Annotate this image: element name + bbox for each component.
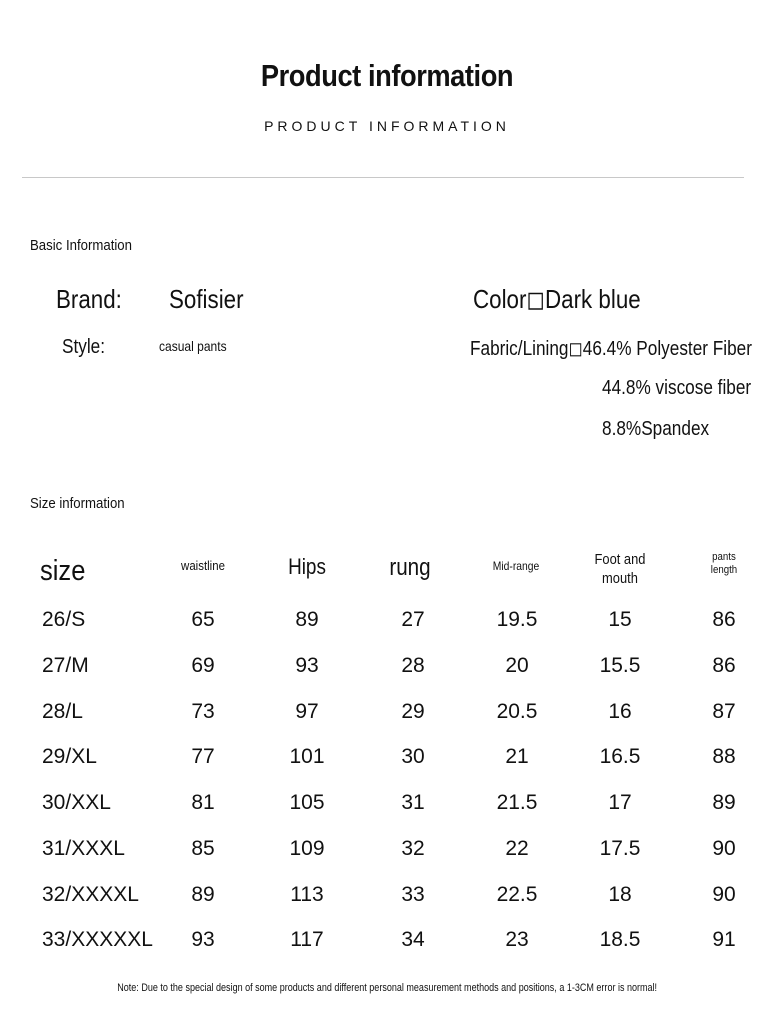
mid-range-cell: 20.5 [496,700,538,723]
hips-cell: 101 [289,745,325,768]
waistline-cell: 77 [191,745,215,768]
size-information-label: Size information [30,495,125,512]
mid-range-cell: 22 [505,837,529,860]
fabric-line-1: Fabric/Lining◻46.4% Polyester Fiber [470,338,752,360]
color-text: Color◻Dark blue [473,284,641,314]
mid-range-cell: 20 [505,654,529,677]
measurement-note-text: Note: Due to the special design of some products and different personal measurement methods and positions, a 1-3CM error is normal! [117,982,657,994]
rung-cell: 32 [401,837,425,860]
table-row [0,654,774,694]
waistline-cell: 81 [191,791,215,814]
style-label: Style: [62,336,106,358]
page-title: Product information [260,58,514,93]
waistline-cell: 89 [191,883,215,906]
size-cell: 33/XXXXXL [42,928,153,951]
pants-length-cell: 90 [712,837,736,860]
foot-mouth-cell: 18.5 [599,928,641,951]
header-mid-range: Mid-range [492,559,540,573]
fabric-line-3: 8.8%Spandex [602,418,710,440]
size-cell: 28/L [42,700,83,723]
foot-mouth-cell: 17.5 [599,837,641,860]
rung-cell: 29 [401,700,425,723]
pants-length-cell: 86 [712,654,736,677]
waistline-cell: 85 [191,837,215,860]
size-cell: 29/XL [42,745,97,768]
mid-range-cell: 22.5 [496,883,538,906]
foot-mouth-cell: 16.5 [599,745,641,768]
table-row [0,791,774,831]
table-row [0,928,774,968]
header-size: size [40,555,86,587]
page-subtitle: PRODUCT INFORMATION [264,118,510,134]
rung-cell: 27 [401,608,425,631]
table-row [0,700,774,740]
foot-mouth-cell: 15.5 [599,654,641,677]
table-row [0,745,774,785]
fabric-line-2: 44.8% viscose fiber [602,377,752,399]
pants-length-cell: 87 [712,700,736,723]
hips-cell: 89 [295,608,319,631]
size-cell: 31/XXXL [42,837,125,860]
header-pants-length: pants length [710,551,738,576]
rung-cell: 30 [401,745,425,768]
pants-length-cell: 89 [712,791,736,814]
mid-range-cell: 21 [505,745,529,768]
hips-cell: 113 [290,883,324,906]
rung-cell: 31 [401,791,425,814]
rung-cell: 34 [401,928,425,951]
waistline-cell: 65 [191,608,215,631]
style-value: casual pants [159,338,227,354]
foot-mouth-cell: 15 [608,608,632,631]
divider [22,177,744,178]
mid-range-cell: 21.5 [496,791,538,814]
header-foot-and-mouth: Foot and mouth [594,551,646,587]
size-cell: 30/XXL [42,791,111,814]
table-row [0,608,774,648]
waistline-cell: 69 [191,654,215,677]
mid-range-cell: 19.5 [496,608,538,631]
basic-information-label: Basic Information [30,237,132,254]
table-row [0,883,774,923]
pants-length-cell: 91 [712,928,736,951]
foot-mouth-cell: 16 [608,700,632,723]
hips-cell: 117 [290,928,324,951]
rung-cell: 33 [401,883,425,906]
hips-cell: 109 [289,837,325,860]
hips-cell: 93 [295,654,319,677]
size-cell: 32/XXXXL [42,883,139,906]
hips-cell: 105 [289,791,325,814]
size-cell: 27/M [42,654,89,677]
rung-cell: 28 [401,654,425,677]
table-row [0,837,774,877]
waistline-cell: 93 [191,928,215,951]
header-waistline: waistline [181,558,225,573]
size-cell: 26/S [42,608,86,631]
measurement-note [0,982,774,994]
hips-cell: 97 [295,700,319,723]
pants-length-cell: 90 [712,883,736,906]
header-rung: rung [389,554,431,581]
foot-mouth-cell: 18 [608,883,632,906]
waistline-cell: 73 [191,700,215,723]
mid-range-cell: 23 [505,928,529,951]
brand-value: Sofisier [169,284,244,314]
foot-mouth-cell: 17 [608,791,632,814]
pants-length-cell: 88 [712,745,736,768]
header-hips: Hips [288,554,326,579]
pants-length-cell: 86 [712,608,736,631]
brand-label: Brand: [56,284,122,314]
